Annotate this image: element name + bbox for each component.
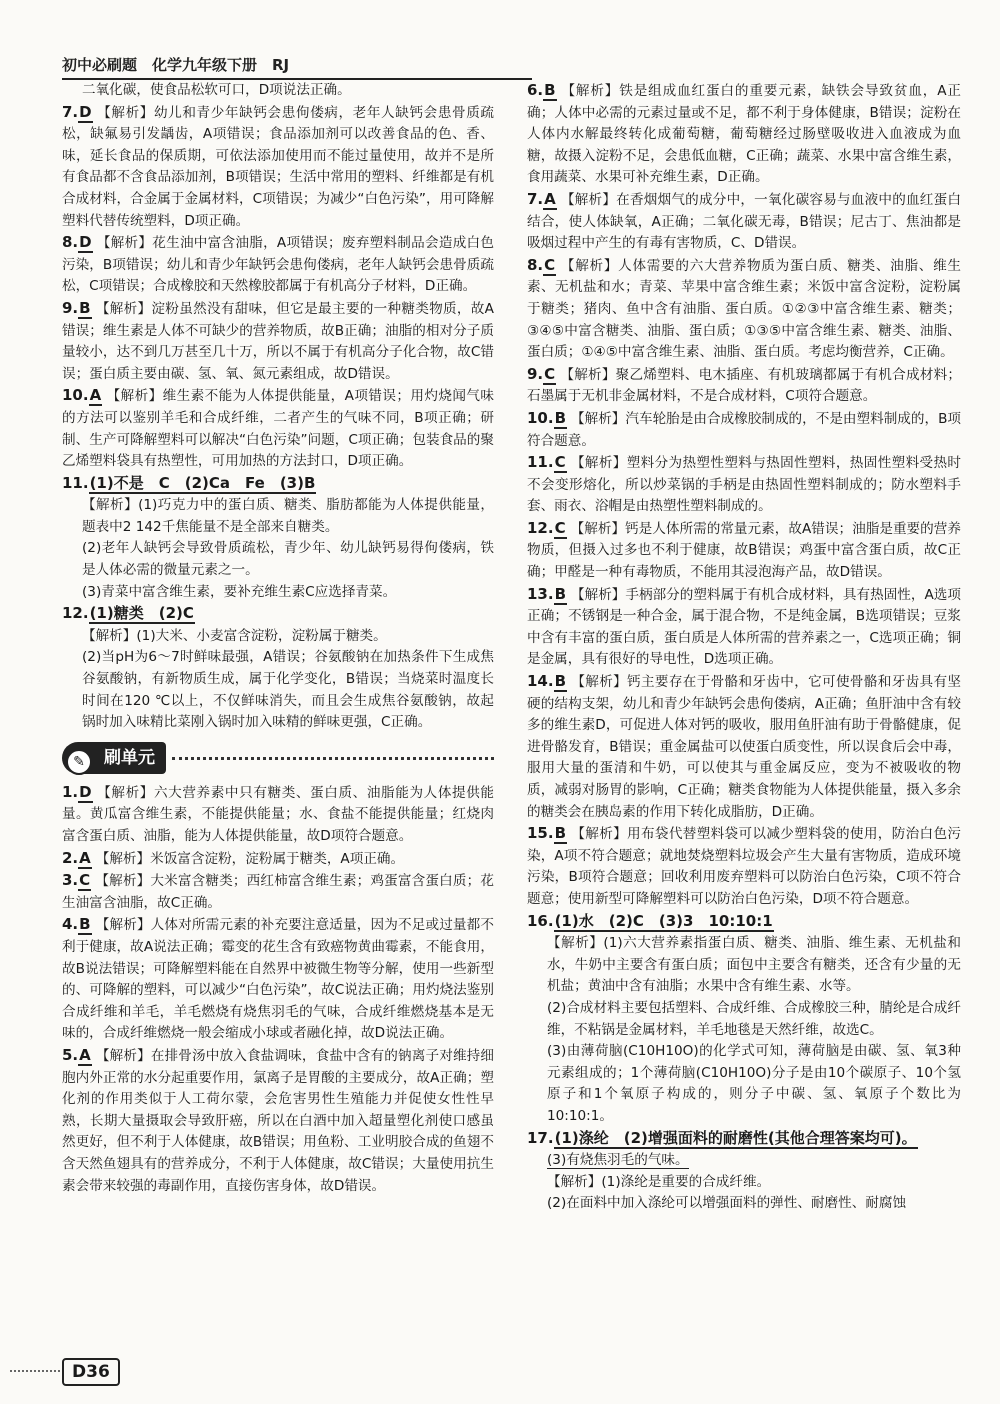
answer-item	[527, 1128, 961, 1151]
question-number: 2.	[62, 848, 79, 867]
explanation: 【解析】手柄部分的塑料属于有机合成材料，具有热固性，A选项正确；不锈钢是一种合金，属于混合物，不是纯金属，B选项错误；豆浆中含有丰富的蛋白质，蛋白质是人体所需的营养素之一，C选项正确；铜是金属，具有很好的导电性，D选项正确。	[527, 586, 961, 668]
answer-item	[62, 385, 494, 472]
section-header	[62, 738, 494, 778]
answer-item	[527, 671, 961, 823]
question-number: 11.	[62, 473, 89, 492]
underlined-answer: (3)有烧焦羽毛的气味。	[547, 1152, 689, 1169]
answer-item	[62, 603, 494, 626]
explanation: 【解析】淀粉虽然没有甜味，但它是最主要的一种糖类物质，故A错误；维生素是人体不可缺少的营养物质，故B正确；油脂的相对分子质量较小，达不到几万甚至几十万，所以不属于有机高分子化合物，故C错误；蛋白质主要由碳、氢、氧、氮元素组成，故D错误。	[62, 300, 494, 382]
corner-dots	[10, 1370, 60, 1372]
question-number: 12.	[527, 518, 554, 537]
explanation-line: (2)在面料中加入涤纶可以增强面料的弹性、耐磨性、耐腐蚀	[547, 1195, 907, 1212]
answer-item	[527, 255, 961, 364]
answer-key: D	[79, 233, 92, 252]
explanation: 【解析】塑料分为热塑性塑料与热固性塑料，热固性塑料受热时不会变形熔化，所以炒菜锅的手柄是由热固性塑料制成的；防水塑料手套、雨衣、浴帽是由热塑性塑料制成的。	[527, 455, 961, 515]
explanation-line: (2)当pH为6～7时鲜味最强，A错误；谷氨酸钠在加热条件下生成焦谷氨酸钠，有新物质生成，属于化学变化，B错误；当烧菜时温度长时间在120 ℃以上，不仅鲜味消失，而且会生成焦谷氨酸钠，故起锅时加入味精比菜刚入锅时加入味精的鲜味更强，C正确。	[82, 649, 494, 731]
question-number: 5.	[62, 1045, 79, 1064]
answer-item	[527, 911, 961, 934]
answer-item	[527, 408, 961, 452]
explanation: 【解析】人体对所需元素的补充要注意适量，因为不足或过量都不利于健康，故A说法正确；霉变的花生含有致癌物黄曲霉素，不能食用，故B说法错误；可降解塑料能在自然界中被微生物等分解，使用一些新型的、可降解的塑料，可以减少“白色污染”，故C说法正确；用灼烧法鉴别合成纤维和羊毛，羊毛燃烧有烧焦羽毛的气味，合成纤维燃烧基本是无味的，合成纤维燃烧一般会缩成小球或者融化掉，故D说法正确。	[62, 917, 494, 1042]
explanation-line: 【解析】(1)巧克力中的蛋白质、糖类、脂肪都能为人体提供能量，题表中2 142千焦能量不是全部来自糖类。	[82, 497, 494, 535]
answer-key: D	[79, 782, 92, 801]
answer-key: B	[544, 81, 556, 99]
page-number: D36	[62, 1358, 120, 1386]
answer-item	[62, 298, 494, 385]
question-number: 8.	[62, 233, 79, 252]
question-number: 10.	[527, 408, 554, 427]
explanation: 【解析】在香烟烟气的成分中，一氧化碳容易与血液中的血红蛋白结合，使人体缺氧，A正确；二氧化碳无毒，B错误；尼古丁、焦油都是吸烟过程中产生的有毒有害物质，C、D错误。	[527, 191, 961, 252]
question-number: 1.	[62, 782, 79, 801]
question-number: 6.	[527, 81, 544, 99]
answer-item	[527, 189, 961, 255]
answer-key: (1)糖类 (2)C	[89, 604, 194, 623]
explanation: 【解析】用布袋代替塑料袋可以减少塑料袋的使用，防治白色污染，A项不符合题意；就地焚烧塑料垃圾会产生大量有害物质，造成环境污染，B项符合题意；回收利用废弃塑料可以防治白色污染，C项不符合题意；使用新型可降解塑料可以防治白色污染，D项不符合题意。	[527, 826, 961, 907]
explanation: 【解析】聚乙烯塑料、电木插座、有机玻璃都属于有机合成材料；石墨属于无机非金属材料，不是合成材料，C项符合题意。	[527, 366, 961, 405]
explanation: 【解析】铁是组成血红蛋白的重要元素，缺铁会导致贫血，A正确；人体中必需的元素过量或不足，都不利于身体健康，B错误；淀粉在人体内水解最终转化成葡萄糖，葡萄糖经过肠壁吸收进入血液成为血糖，故摄入淀粉不足，会患低血糖，C正确；蔬菜、水果中富含维生素，食用蔬菜、水果可补充维生素，D正确。	[527, 83, 961, 186]
dotted-divider	[172, 757, 494, 760]
explanation-line: (3)青菜中富含维生素，要补充维生素C应选择青菜。	[82, 583, 397, 600]
answer-key: B	[554, 408, 567, 427]
answer-item	[62, 848, 494, 871]
question-number: 9.	[527, 364, 544, 383]
answer-item	[62, 870, 494, 914]
question-number: 7.	[62, 102, 79, 121]
answer-item	[62, 914, 494, 1045]
answer-key: C	[554, 518, 566, 537]
question-number: 13.	[527, 584, 554, 603]
right-column	[527, 80, 961, 1215]
question-number: 7.	[527, 189, 544, 208]
explanation: 【解析】人体需要的六大营养物质为蛋白质、糖类、油脂、维生素、无机盐和水；青菜、苹果中富含维生素；米饭中富含淀粉，淀粉属于糖类；猪肉、鱼中含有油脂、蛋白质。①②③中富含维生素、糖类；③④⑤中富含糖类、油脂、蛋白质；①③⑤中富含维生素、糖类、油脂、蛋白质；①④⑤中富含维生素、油脂、蛋白质。考虑均衡营养，C正确。	[527, 257, 961, 361]
explanation: 【解析】在排骨汤中放入食盐调味，食盐中含有的钠离子对维持细胞内外正常的水分起重要作用，氯离子是胃酸的主要成分，故A正确；塑化剂的作用类似于人工荷尔蒙，会危害男性生殖能力并促使女性性早熟，长期大量摄取会导致肝癌，所以在白酒中加入超量塑化剂使口感虽然更好，但不利于人体健康，故B错误；用鱼粉、工业明胶合成的鱼翅不含天然鱼翅具有的营养成分，不利于人体健康，故C错误；大量使用抗生素会带来较强的毒副作用，直接伤害身体，故D错误。	[62, 1047, 494, 1194]
answer-item	[527, 452, 961, 518]
answer-line	[527, 1150, 961, 1172]
answer-key: A	[79, 848, 91, 867]
explanation: 【解析】花生油中富含油脂，A项错误；废弃塑料制品会造成白色污染，B项错误；幼儿和青少年缺钙会患佝偻病，老年人缺钙会患骨质疏松，C项错误；合成橡胶和天然橡胶都属于有机高分子材料，D正确。	[62, 235, 494, 295]
answer-key: C	[554, 453, 566, 472]
explanation: 【解析】大米富含糖类；西红柿富含维生素；鸡蛋富含蛋白质；花生油富含油脂，故C正确。	[62, 873, 494, 911]
answer-item	[62, 102, 494, 233]
explanation: 【解析】幼儿和青少年缺钙会患佝偻病，老年人缺钙会患骨质疏松，缺氟易引发龋齿，A项错误；食品添加剂可以改善食品的色、香、味，延长食品的保质期，可依法添加使用而不能过量使用，故并不是所有食品都不含食品添加剂，B项错误；生活中常用的塑料、纤维都是有机合成材料，合金属于金属材料，C项错误；为减少“白色污染”，用可降解塑料代替传统塑料，D项正确。	[62, 104, 494, 229]
paragraph: 二氧化碳，使食品松软可口，D项说法正确。	[82, 82, 351, 98]
answer-item	[527, 823, 961, 910]
question-number: 3.	[62, 871, 79, 890]
answer-key: B	[79, 298, 91, 317]
answer-item	[62, 1045, 494, 1197]
answer-item	[527, 584, 961, 671]
explanation: 【解析】汽车轮胎是由合成橡胶制成的，不是由塑料制成的，B项符合题意。	[527, 410, 961, 449]
answer-key: B	[554, 824, 567, 843]
question-number: 17.	[527, 1128, 554, 1147]
answer-key: B	[554, 672, 567, 691]
answer-key: A	[79, 1045, 91, 1064]
answer-key: C	[544, 255, 556, 274]
answer-item	[62, 782, 494, 848]
answer-key: B	[79, 915, 91, 934]
answer-key: (1)不是 C (2)Ca Fe (3)B	[89, 473, 316, 492]
question-number: 4.	[62, 915, 79, 934]
answer-key: D	[79, 102, 92, 121]
answer-item	[527, 518, 961, 584]
pen-icon: ✎	[66, 749, 92, 775]
question-number: 12.	[62, 604, 89, 623]
question-number: 16.	[527, 911, 554, 930]
answer-key: B	[554, 584, 567, 603]
answer-key: (1)涤纶 (2)增强面料的耐磨性(其他合理答案均可)。	[554, 1128, 917, 1147]
question-number: 15.	[527, 824, 554, 843]
question-number: 9.	[62, 298, 79, 317]
question-number: 10.	[62, 386, 89, 405]
answer-key: C	[544, 364, 556, 383]
explanation-line: (3)由薄荷脑(C10H10O)的化学式可知，薄荷脑是由碳、氢、氧3种元素组成的；1个薄荷脑(C10H10O)分子是由10个碳原子、10个氢原子和1个氧原子构成的，则分子中碳、氢、氧原子个数比为10:10:1。	[547, 1043, 961, 1124]
explanation: 【解析】钙是人体所需的常量元素，故A错误；油脂是重要的营养物质，但摄入过多也不利于健康，故B错误；鸡蛋中富含蛋白质，故C正确；甲醛是一种有毒物质，不能用其浸泡海产品，故D错误。	[527, 520, 961, 581]
answer-item	[527, 364, 961, 408]
answer-item	[62, 232, 494, 298]
question-number: 14.	[527, 672, 554, 691]
explanation: 【解析】钙主要存在于骨骼和牙齿中，它可使骨骼和牙齿具有坚硬的结构支架，幼儿和青少年缺钙会患佝偻病，A正确；鱼肝油中含有较多的维生素D，可促进人体对钙的吸收，服用鱼肝油有助于骨骼健康，促进骨骼发育，B错误；重金属盐可以使蛋白质变性，所以误食后会中毒，服用大量的蛋清和牛奶，可以使其与重金属反应，变为不被吸收的物质，减弱对肠胃的影响，C正确；糖类食物能为人体提供能量，摄入多余的糖类会在胰岛素的作用下转化成脂肪，D正确。	[527, 674, 961, 820]
explanation-line: 【解析】(1)涤纶是重要的合成纤维。	[547, 1173, 771, 1190]
section-label: 刷单元	[104, 747, 155, 768]
answer-item	[527, 80, 961, 189]
answer-key: (1)水 (2)C (3)3 10:10:1	[554, 911, 773, 930]
explanation: 【解析】维生素不能为人体提供能量，A项错误；用灼烧闻气味的方法可以鉴别羊毛和合成纤维，二者产生的气味不同，B项正确；研制、生产可降解塑料可以解决“白色污染”问题，C项正确；包装食品的聚乙烯塑料袋具有热塑性，可用加热的方法封口，D项正确。	[62, 388, 494, 470]
page-header	[62, 54, 532, 80]
question-number: 8.	[527, 255, 544, 274]
explanation: 【解析】六大营养素中只有糖类、蛋白质、油脂能为人体提供能量。黄瓜富含维生素，不能提供能量；水、食盐不能提供能量；红烧肉富含蛋白质、油脂，能为人体提供能量，故D项符合题意。	[62, 784, 494, 844]
explanation-line: (2)合成材料主要包括塑料、合成纤维、合成橡胶三种，腈纶是合成纤维，不粘锅是金属材料，羊毛地毯是天然纤维，故选C。	[547, 999, 961, 1038]
question-number: 11.	[527, 453, 554, 472]
answer-key: C	[79, 871, 91, 890]
answer-key: A	[89, 386, 102, 405]
explanation-line: (2)老年人缺钙会导致骨质疏松，青少年、幼儿缺钙易得佝偻病，铁是人体必需的微量元素之一。	[82, 540, 494, 579]
section-badge	[62, 742, 166, 774]
explanation: 【解析】米饭富含淀粉，淀粉属于糖类，A项正确。	[95, 850, 405, 867]
answer-item	[62, 473, 494, 496]
explanation-line: 【解析】(1)六大营养素指蛋白质、糖类、油脂、维生素、无机盐和水，牛奶中主要含有蛋白质；面包中主要含有糖类，还含有少量的无机盐；黄油中含有油脂；水果中含有维生素、水等。	[547, 935, 961, 995]
book-title: 初中必刷题 化学九年级下册 RJ	[62, 56, 290, 74]
left-column	[62, 80, 494, 1197]
explanation-line: 【解析】(1)大米、小麦富含淀粉，淀粉属于糖类。	[82, 627, 387, 644]
answer-key: A	[544, 189, 556, 208]
